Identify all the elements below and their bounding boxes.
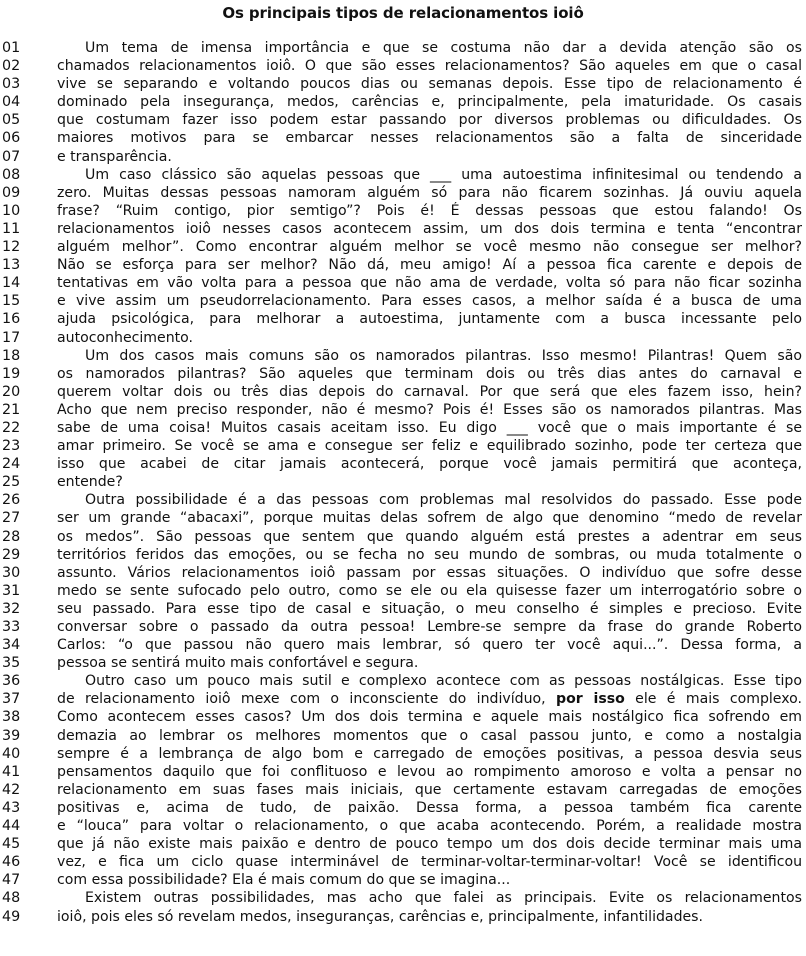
text-line [0, 473, 806, 491]
text-line [0, 148, 806, 166]
line-number: 30 [2, 564, 21, 581]
line-number: 07 [2, 148, 21, 165]
text-line [0, 546, 806, 564]
text-line [0, 329, 806, 347]
text-line [0, 618, 806, 636]
text-line [0, 817, 806, 835]
text-line [0, 745, 806, 763]
text-line [0, 582, 806, 600]
line-number: 34 [2, 637, 21, 654]
line-number: 02 [2, 58, 21, 75]
text-line [0, 636, 806, 654]
text-line [0, 292, 806, 310]
line-number: 01 [2, 40, 21, 56]
line-text: querem voltar dois ou três dias depois do carnaval. Por que será que eles fazem isso, hein? [57, 383, 802, 400]
text-line [0, 437, 806, 455]
line-text: Um caso clássico são aquelas pessoas que ___ uma autoestima infinitesimal ou tendendo a [85, 166, 802, 183]
text-line [0, 727, 806, 745]
line-text: Um dos casos mais comuns são os namorados pilantras. Isso mesmo! Pilantras! Quem são [85, 347, 802, 364]
line-text: sabe de uma coisa! Muitos casais aceitam isso. Eu digo ___ você que o mais importante é se [57, 419, 802, 436]
line-number: 22 [2, 419, 21, 436]
text-line [0, 799, 806, 817]
line-text: tentativas em vão volta para a pessoa que não ama de verdade, volta só para não ficar sozinha [57, 275, 802, 292]
text-line [0, 75, 806, 93]
text-line [0, 274, 806, 292]
text-line [0, 672, 806, 690]
line-number: 03 [2, 76, 21, 93]
line-text: seu passado. Para esse tipo de casal e situação, o meu conselho é simples e precioso. Evite [57, 600, 802, 617]
line-text: assunto. Vários relacionamentos ioiô passam por essas situações. O indivíduo que sofre desse [57, 564, 802, 581]
text-line [0, 383, 806, 401]
line-text: Existem outras possibilidades, mas acho que falei as principais. Evite os relacionamentos [85, 890, 802, 907]
line-number: 35 [2, 655, 21, 672]
line-number: 06 [2, 130, 21, 147]
text-line [0, 889, 806, 907]
line-text: entende? [57, 474, 123, 491]
line-text: positivas e, acima de tudo, de paixão. Dessa forma, a pessoa também fica carente [57, 799, 802, 816]
line-number: 46 [2, 854, 21, 871]
text-line [0, 835, 806, 853]
line-text: vez, e fica um ciclo quase interminável de terminar-voltar-terminar-voltar! Você se identificou [57, 854, 802, 871]
text-line [0, 763, 806, 781]
line-text: amar primeiro. Se você se ama e consegue ser feliz e equilibrado sozinho, pode ter certeza que [57, 438, 802, 455]
text-line [0, 166, 806, 184]
text-line [0, 238, 806, 256]
text-line [0, 871, 806, 889]
line-number: 16 [2, 311, 21, 328]
text-line [0, 509, 806, 527]
line-text: frase? “Ruim contigo, pior semtigo”? Pois é! É dessas pessoas que estou falando! Os [57, 202, 802, 219]
line-text: Carlos: “o que passou não quero mais lembrar, só quero ter você aqui...”. Dessa forma, a [57, 637, 802, 654]
line-number: 29 [2, 546, 21, 563]
line-number: 40 [2, 745, 21, 762]
line-text: dominado pela insegurança, medos, carências e, principalmente, pela imaturidade. Os casais [57, 94, 802, 111]
line-text: pessoa se sentirá muito mais confortável e segura. [57, 655, 419, 672]
line-text: ser um grande “abacaxi”, porque muitas delas sofrem de algo que denomino “medo de revelar [57, 510, 802, 527]
text-line [0, 401, 806, 419]
line-number: 04 [2, 94, 21, 111]
line-text: os medos”. São pessoas que sentem que quando alguém está prestes a adentrar em seus [57, 528, 802, 545]
line-text: e “louca” para voltar o relacionamento, o que acaba acontecendo. Porém, a realidade mostra [57, 818, 802, 835]
line-text: os namorados pilantras? São aqueles que terminam dois ou três dias antes do carnaval e [57, 365, 802, 382]
line-text: conversar sobre o passado da outra pessoa! Lembre-se sempre da frase do grande Roberto [57, 619, 802, 635]
line-text: Não se esforça para ser melhor? Não dá, meu amigo! Aí a pessoa fica carente e depois de [57, 257, 802, 274]
line-number: 41 [2, 763, 21, 780]
text-body [0, 39, 806, 926]
line-number: 39 [2, 727, 21, 744]
line-text: Um tema de imensa importância e que se costuma não dar a devida atenção são os [85, 40, 802, 56]
text-line [0, 853, 806, 871]
text-line [0, 93, 806, 111]
line-text: chamados relacionamentos ioiô. O que são esses relacionamentos? São aqueles em que o casal [57, 58, 802, 75]
line-number: 27 [2, 510, 21, 527]
line-number: 12 [2, 239, 21, 256]
text-line [0, 220, 806, 238]
text-line [0, 690, 806, 708]
line-number: 19 [2, 365, 21, 382]
line-number: 24 [2, 456, 21, 473]
line-number: 43 [2, 799, 21, 816]
line-text: medo se sente sufocado pelo outro, como se ele ou ela quisesse fazer um interrogatório sobre o [57, 582, 802, 599]
line-text: ajuda psicológica, para melhorar a autoestima, juntamente com a busca incessante pelo [57, 311, 802, 328]
text-line [0, 39, 806, 57]
line-number: 36 [2, 673, 21, 690]
emphasis-text: por isso [556, 691, 625, 708]
line-number: 44 [2, 818, 21, 835]
line-text: Outro caso um pouco mais sutil e complexo acontece com as pessoas nostálgicas. Esse tipo [85, 673, 802, 690]
text-line [0, 708, 806, 726]
line-text: Acho que nem preciso responder, não é mesmo? Pois é! Esses são os namorados pilantras. Mas [57, 401, 802, 418]
line-number: 32 [2, 600, 21, 617]
text-line [0, 654, 806, 672]
line-number: 10 [2, 202, 21, 219]
line-number: 31 [2, 582, 21, 599]
line-text: e transparência. [57, 148, 172, 165]
line-text: com essa possibilidade? Ela é mais comum do que se imagina... [57, 872, 511, 889]
line-number: 25 [2, 474, 21, 491]
text-line [0, 129, 806, 147]
text-line [0, 781, 806, 799]
line-text: Outra possibilidade é a das pessoas com problemas mal resolvidos do passado. Esse pode [85, 492, 802, 509]
line-number: 23 [2, 438, 21, 455]
line-text: alguém melhor”. Como encontrar alguém melhor se você mesmo não consegue ser melhor? [57, 239, 802, 256]
line-text: demazia ao lembrar os melhores momentos que o casal passou junto, e como a nostalgia [57, 727, 802, 744]
text-line [0, 908, 806, 926]
line-number: 47 [2, 872, 21, 889]
line-number: 37 [2, 691, 21, 708]
line-text: autoconhecimento. [57, 329, 194, 346]
line-number: 13 [2, 257, 21, 274]
text-line [0, 419, 806, 437]
text-line [0, 57, 806, 75]
line-number: 49 [2, 908, 21, 925]
page-title: Os principais tipos de relacionamentos ioiô [222, 4, 584, 22]
line-number: 09 [2, 184, 21, 201]
text-line [0, 365, 806, 383]
text-line [0, 528, 806, 546]
line-text: territórios feridos das emoções, ou se fecha no seu mundo de sombras, ou muda totalmente o [57, 546, 802, 563]
line-number: 45 [2, 836, 21, 853]
line-text: e vive assim um pseudorrelacionamento. Para esses casos, a melhor saída é a busca de uma [57, 293, 802, 310]
line-text: isso que acabei de citar jamais acontecerá, porque você jamais permitirá que aconteça, [57, 456, 802, 473]
text-line [0, 455, 806, 473]
text-line [0, 256, 806, 274]
line-number: 11 [2, 220, 21, 237]
line-text: que costumam fazer isso podem estar passando por diversos problemas ou dificuldades. Os [57, 112, 802, 129]
line-number: 14 [2, 275, 21, 292]
text-line [0, 111, 806, 129]
line-text: relacionamento em suas fases mais iniciais, que certamente estavam carregadas de emoções [57, 781, 802, 798]
line-text: pensamentos daquilo que foi conflituoso e levou ao rompimento amoroso e volta a pensar no [57, 763, 802, 780]
line-text: Como acontecem esses casos? Um dos dois termina e aquele mais nostálgico fica sofrendo em [57, 709, 802, 726]
line-number: 42 [2, 781, 21, 798]
text-line [0, 491, 806, 509]
line-number: 18 [2, 347, 21, 364]
text-line [0, 347, 806, 365]
line-text: que já não existe mais paixão e dentro de pouco tempo um dos dois decide terminar mais uma [57, 836, 802, 853]
line-number: 15 [2, 293, 21, 310]
text-line [0, 564, 806, 582]
text-line [0, 310, 806, 328]
line-text: relacionamentos ioiô nesses casos acontecem assim, um dos dois termina e tenta “encontrar [57, 220, 802, 237]
line-number: 05 [2, 112, 21, 129]
text-line [0, 184, 806, 202]
line-text: vive se separando e voltando poucos dias ou semanas depois. Esse tipo de relacionamento é [57, 76, 802, 93]
line-number: 20 [2, 383, 21, 400]
line-number: 33 [2, 619, 21, 635]
line-text: zero. Muitas dessas pessoas namoram alguém só para não ficarem sozinhas. Já ouviu aquela [57, 184, 802, 201]
line-number: 21 [2, 401, 21, 418]
line-text: maiores motivos para se embarcar nesses relacionamentos são a falta de sinceridade [57, 130, 802, 147]
line-number: 28 [2, 528, 21, 545]
line-number: 08 [2, 166, 21, 183]
line-text: ioiô, pois eles só revelam medos, inseguranças, carências e, principalmente, infantilidades. [57, 908, 704, 925]
text-line [0, 202, 806, 220]
line-number: 38 [2, 709, 21, 726]
line-number: 48 [2, 890, 21, 907]
text-line [0, 600, 806, 618]
line-number: 26 [2, 492, 21, 509]
line-text: sempre é a lembrança de algo bom e carregado de emoções positivas, a pessoa desvia seus [57, 745, 802, 762]
line-number: 17 [2, 329, 21, 346]
line-text: de relacionamento ioiô mexe com o inconsciente do indivíduo, por isso ele é mais complexo. [57, 691, 802, 708]
